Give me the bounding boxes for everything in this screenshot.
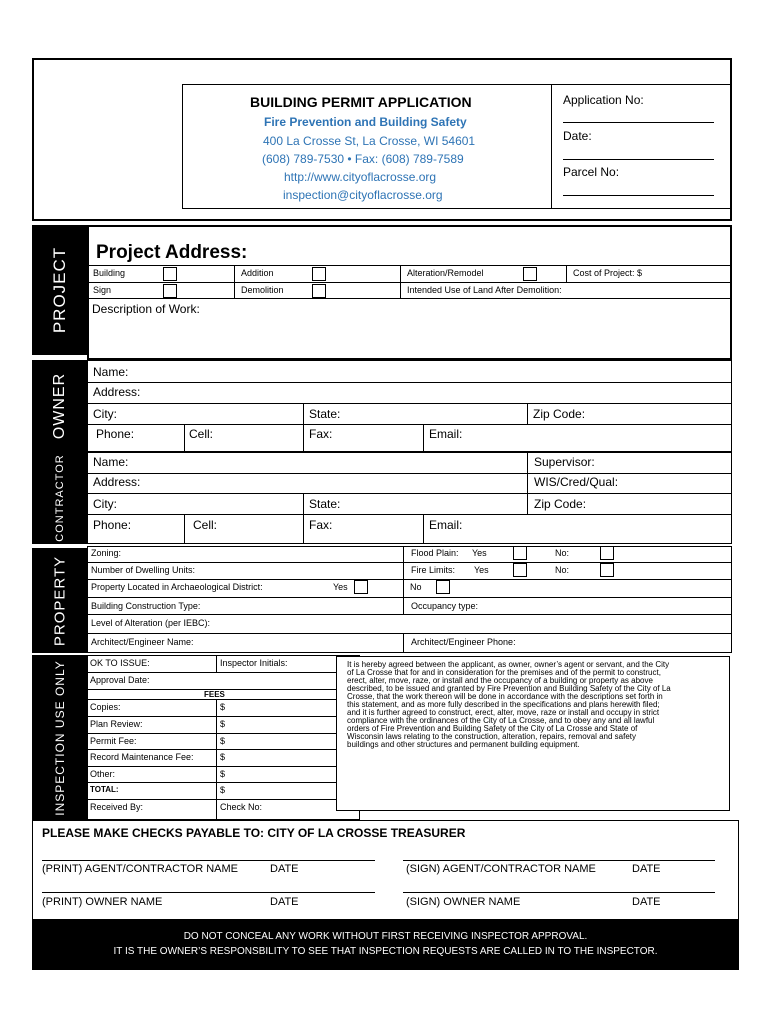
property-col-line [403,633,404,652]
checks-payable-note: PLEASE MAKE CHECKS PAYABLE TO: CITY OF LA CROSSE TREASURER [42,826,466,840]
inspection-row-line [88,672,336,673]
contractor-state-label: State: [309,497,341,511]
archaeological-no-checkbox[interactable] [436,580,450,594]
inspection-row-line [88,782,336,783]
agreement-line: and it is further agreed to construct, erect, alter, move, raze or install and occupy in strict [347,708,660,717]
project-row-line [88,265,731,266]
flood-plain-yes-checkbox[interactable] [513,546,527,560]
inspection-col-line [216,655,217,672]
cost-of-project-label: Cost of Project: $ [573,268,643,278]
department-address: 400 La Crosse St, La Crosse, WI 54601 [263,134,476,148]
department-name: Fire Prevention and Building Safety [264,115,467,129]
department-email[interactable]: inspection@cityoflacrosse.org [283,188,443,202]
project-row-line [88,298,731,299]
description-of-work-label: Description of Work: [92,302,200,316]
sign-checkbox[interactable] [163,284,177,298]
fire-limits-no-checkbox[interactable] [600,563,614,577]
agreement-line: Crosse, that the work thereon will be done in accordance with the descriptions set forth in [347,692,663,701]
inspection-section-label: INSPECTION USE ONLY [52,659,67,816]
contractor-col-line [184,514,185,543]
contractor-address-label: Address: [93,475,141,489]
agreement-line: Wisconsin laws relating to the construction, alteration, repairs, removal and safety [347,732,637,741]
owner-section-tab [32,360,87,452]
parcel-no-label: Parcel No: [563,165,620,179]
property-section-label: PROPERTY [51,555,68,646]
dwelling-units-label: Number of Dwelling Units: [91,565,196,575]
owner-col-line [303,403,304,451]
property-col-line [403,597,404,614]
plan-review-label: Plan Review: [90,719,143,729]
contractor-col-line [423,514,424,543]
inspection-row-line [88,749,336,750]
demolition-checkbox[interactable] [312,284,326,298]
contractor-row-line [88,473,731,474]
print-owner-date-label: DATE [270,896,299,908]
owner-col-line [423,424,424,451]
building-checkbox[interactable] [163,267,177,281]
total-dollar: $ [220,785,226,795]
plan-review-dollar: $ [220,719,226,729]
addition-label: Addition [241,268,274,278]
occupancy-type-label: Occupancy type: [411,601,479,611]
sign-label: Sign [93,285,112,295]
contractor-city-label: City: [93,497,117,511]
agreement-text [347,661,727,749]
flood-plain-no-checkbox[interactable] [600,546,614,560]
contractor-phone-label: Phone: [93,518,132,532]
owner-city-label: City: [93,407,117,421]
archaeological-label: Property Located in Archaeological District: [91,582,263,592]
print-agent-line[interactable] [42,860,375,861]
agreement-line: this statement, and as more fully described in the specifications and plans herewith filed; [347,700,660,709]
permit-fee-label: Permit Fee: [90,736,137,746]
building-label: Building [93,268,126,278]
alteration-label: Alteration/Remodel [407,268,484,278]
footer-line-2: IT IS THE OWNER’S RESPONSBILITY TO SEE THAT INSPECTION REQUESTS ARE CALLED IN TO THE INSPECTOR. [113,946,658,957]
fire-limits-yes-label: Yes [474,565,489,575]
department-phone: (608) 789-7530 • Fax: (608) 789-7589 [262,152,464,166]
fire-limits-label: Fire Limits: [411,565,456,575]
owner-phone-label: Phone: [96,427,135,441]
project-col-line [234,265,235,298]
contractor-wis-label: WIS/Cred/Qual: [534,475,619,489]
archaeological-no-label: No [410,582,422,592]
archaeological-yes-label: Yes [333,582,348,592]
sign-owner-label: (SIGN) OWNER NAME [406,896,521,908]
department-website[interactable]: http://www.cityoflacrosse.org [284,170,437,184]
owner-section-label: OWNER [50,372,68,440]
date-label: Date: [563,129,592,143]
agreement-line: buildings and other structures and permanent building equipment. [347,740,580,749]
copies-label: Copies: [90,702,121,712]
check-no-label: Check No: [220,802,263,812]
fire-limits-no-label: No: [555,565,570,575]
form-title: BUILDING PERMIT APPLICATION [250,94,472,110]
contractor-section-label: CONTRACTOR [53,454,66,542]
architect-phone-label: Architect/Engineer Phone: [411,637,516,647]
agreement-line: It is hereby agreed between the applicant, as owner, owner’s agent or servant, and the City [347,660,670,669]
flood-plain-no-label: No: [555,548,570,558]
record-fee-dollar: $ [220,752,226,762]
agreement-line: erect, alter, move, raze, or install and the occupancy of a building or property as above [347,676,653,685]
project-col-line [566,265,567,282]
inspection-col-line [216,699,217,820]
flood-plain-label: Flood Plain: [411,548,459,558]
property-row-line [88,579,731,580]
contractor-col-line [303,493,304,543]
total-label: TOTAL: [90,785,119,794]
print-agent-date-label: DATE [270,863,299,875]
contractor-row-line [88,493,731,494]
contractor-email-label: Email: [429,518,463,532]
alteration-level-label: Level of Alteration (per IEBC): [91,618,211,628]
owner-row-line [88,403,731,404]
project-section-label: PROJECT [49,246,69,334]
owner-col-line [527,403,528,424]
agreement-line: compliance with the ordinances of the City of La Crosse, and to obey any and all lawful [347,716,655,725]
ok-to-issue-label: OK TO ISSUE: [90,658,150,668]
inspector-initials-label: Inspector Initials: [220,658,288,668]
inspection-row-line [88,716,336,717]
owner-row-line [88,382,731,383]
inspection-row-line [88,799,336,800]
project-address-label: Project Address: [96,242,248,263]
owner-zip-label: Zip Code: [533,407,586,421]
alteration-checkbox[interactable] [523,267,537,281]
other-fee-dollar: $ [220,769,226,779]
addition-checkbox[interactable] [312,267,326,281]
zoning-label: Zoning: [91,548,122,558]
parcel-no-field[interactable] [563,195,714,196]
demolition-label: Demolition [241,285,284,295]
agreement-line: orders of Fire Prevention and Building Safety of the City of La Crosse and State of [347,724,638,733]
inspection-section-tab [32,655,87,820]
intended-use-label: Intended Use of Land After Demolition: [407,285,562,295]
property-col-line [403,546,404,597]
contractor-section-tab [32,452,87,544]
header-divider [551,84,552,209]
contractor-cell-label: Cell: [193,518,218,532]
contractor-col-line [527,452,528,514]
copies-dollar: $ [220,702,226,712]
inspection-row-line [88,733,336,734]
date-field[interactable] [563,159,714,160]
fire-limits-yes-checkbox[interactable] [513,563,527,577]
received-by-label: Received By: [90,802,144,812]
sign-agent-date-label: DATE [632,863,661,875]
print-owner-label: (PRINT) OWNER NAME [42,896,163,908]
flood-plain-yes-label: Yes [472,548,487,558]
agreement-line: of La Crosse that for and in consideration for the premises and of the permit to construct, [347,668,661,677]
record-fee-label: Record Maintenance Fee: [90,752,194,762]
sign-agent-label: (SIGN) AGENT/CONTRACTOR NAME [406,863,596,875]
contractor-supervisor-label: Supervisor: [534,455,595,469]
construction-type-label: Building Construction Type: [91,601,201,611]
application-no-field[interactable] [563,122,714,123]
inspection-row-line [88,766,336,767]
approval-date-label: Approval Date: [90,675,150,685]
property-row-line [88,597,731,598]
fees-heading: FEES [204,690,225,699]
property-row-line [88,562,731,563]
footer-banner [32,920,739,970]
owner-col-line [184,424,185,451]
owner-fax-label: Fax: [309,427,333,441]
contractor-fax-label: Fax: [309,518,333,532]
agreement-line: described, to be issued and granted by Fire Prevention and Building Safety of the City of La [347,684,671,693]
contractor-zip-label: Zip Code: [534,497,587,511]
property-row-line [88,633,731,634]
project-col-line [400,265,401,298]
permit-fee-dollar: $ [220,736,226,746]
owner-address-label: Address: [93,385,141,399]
owner-cell-label: Cell: [189,427,214,441]
inspection-row-line [88,699,336,700]
project-row-line [88,282,731,283]
print-owner-line[interactable] [42,892,375,893]
owner-email-label: Email: [429,427,463,441]
sign-agent-line[interactable] [403,860,715,861]
sign-owner-date-label: DATE [632,896,661,908]
sign-owner-line[interactable] [403,892,715,893]
project-section-tab [32,225,87,355]
application-no-label: Application No: [563,93,644,107]
owner-state-label: State: [309,407,341,421]
print-agent-label: (PRINT) AGENT/CONTRACTOR NAME [42,863,238,875]
archaeological-yes-checkbox[interactable] [354,580,368,594]
property-row-line [88,614,731,615]
footer-line-1: DO NOT CONCEAL ANY WORK WITHOUT FIRST RECEIVING INSPECTOR APPROVAL. [183,931,588,942]
owner-name-label: Name: [93,365,129,379]
contractor-name-label: Name: [93,455,129,469]
other-fee-label: Other: [90,769,116,779]
architect-name-label: Architect/Engineer Name: [91,637,194,647]
property-section-tab [32,548,87,653]
